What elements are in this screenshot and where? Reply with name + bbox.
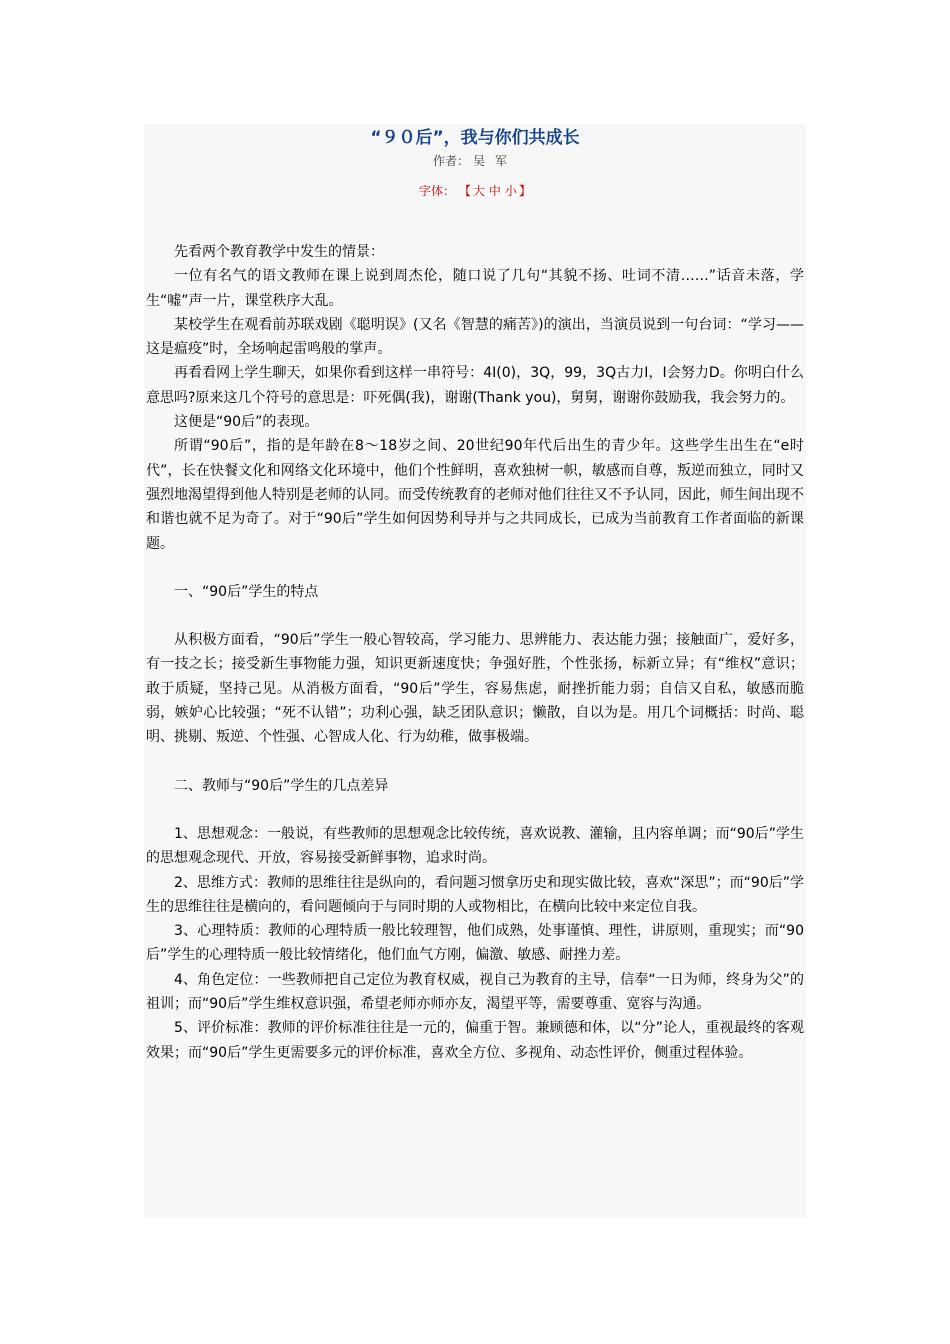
- section-heading: 一、“90后”学生的特点: [174, 583, 319, 600]
- article-container: [144, 124, 806, 1218]
- body-paragraph: 某校学生在观看前苏联戏剧《聪明误》(又名《智慧的痛苦》)的演出，当演员说到一句台词：“学习——这是瘟疫”时，全场响起雷鸣般的掌声。: [146, 316, 804, 358]
- font-size-large-link[interactable]: 大: [472, 184, 485, 198]
- article-body: [146, 240, 804, 1065]
- font-size-label: 字体：: [419, 184, 456, 198]
- font-size-bracket-open: 【: [458, 184, 471, 198]
- article-title: “９０后”，我与你们共成长: [370, 128, 580, 148]
- body-paragraph: 从积极方面看，“90后”学生一般心智较高，学习能力、思辨能力、表达能力强；接触面广，爱好多，有一技之长；接受新生事物能力强，知识更新速度快；争强好胜，个性张扬，标新立异；有“维权”意识；敢于质疑，坚持己见。从消极方面看，“90后”学生，容易焦虑，耐挫折能力弱；自信又自私，敏感而脆弱，嫉妒心比较强；“死不认错”；功利心强，缺乏团队意识；懒散，自以为是。用几个词概括：时尚、聪明、挑剔、叛逆、个性强、心智成人化、行为幼稚，做事极端。: [146, 632, 804, 746]
- body-paragraph: 先看两个教育教学中发生的情景：: [174, 244, 384, 260]
- font-size-bracket-close: 】: [518, 184, 531, 198]
- list-item: 4、角色定位：一些教师把自己定位为教育权威，视自己为教育的主导，信奉“一日为师，终身为父”的祖训；而“90后”学生维权意识强，希望老师亦师亦友，渴望平等，需要尊重、宽容与沟通。: [146, 971, 804, 1013]
- section-heading: 二、教师与“90后”学生的几点差异: [174, 777, 389, 794]
- author-line: [146, 152, 804, 170]
- author-label: 作者：: [432, 154, 469, 168]
- font-size-small-link[interactable]: 小: [504, 184, 517, 198]
- font-size-medium-link[interactable]: 中: [488, 184, 501, 198]
- list-item: 3、心理特质：教师的心理特质一般比较理智，他们成熟，处事谨慎、理性，讲原则，重现实；而“90后”学生的心理特质一般比较情绪化，他们血气方刚，偏激、敏感、耐挫力差。: [146, 923, 804, 964]
- list-item: 2、思维方式：教师的思维往往是纵向的，看问题习惯拿历史和现实做比较，喜欢“深思”；而“90后”学生的思维往往是横向的，看问题倾向于与同时期的人或物相比，在横向比较中来定位自我。: [146, 874, 804, 915]
- list-item: 1、思想观念：一般说，有些教师的思想观念比较传统，喜欢说教、灌输，且内容单调；而“90后”学生的思想观念现代、开放，容易接受新鲜事物，追求时尚。: [146, 825, 804, 867]
- body-paragraph: 所谓“90后”，指的是年龄在8～18岁之间、20世纪90年代后出生的青少年。这些学生出生在“e时代”，长在快餐文化和网络文化环境中，他们个性鲜明，喜欢独树一帜，敏感而自尊，叛逆而独立，同时又强烈地渴望得到他人特别是老师的认同。而受传统教育的老师对他们往往又不予认同，因此，师生间出现不和谐也就不足为奇了。对于“90后”学生如何因势利导并与之共同成长，已成为当前教育工作者面临的新课题。: [146, 438, 804, 552]
- body-paragraph: 一位有名气的语文教师在课上说到周杰伦，随口说了几句“其貌不扬、吐词不清……”话音未落，学生“嘘”声一片，课堂秩序大乱。: [146, 268, 804, 309]
- list-item: 5、评价标准：教师的评价标准往往是一元的，偏重于智。兼顾德和体，以“分”论人，重视最终的客观效果；而“90后”学生更需要多元的评价标准，喜欢全方位、多视角、动态性评价，侧重过程体验。: [146, 1020, 804, 1061]
- author-name: 吴军: [473, 154, 518, 168]
- body-paragraph: 这便是“90后”的表现。: [174, 414, 319, 431]
- font-size-selector: [146, 182, 804, 200]
- body-paragraph: 再看看网上学生聊天，如果你看到这样一串符号：4I(0)，3Q，99，3Q古力I，I会努力D。你明白什么意思吗?原来这几个符号的意思是：吓死偶(我)，谢谢(Thank you)，舅舅，谢谢你鼓励我，我会努力的。: [146, 365, 804, 406]
